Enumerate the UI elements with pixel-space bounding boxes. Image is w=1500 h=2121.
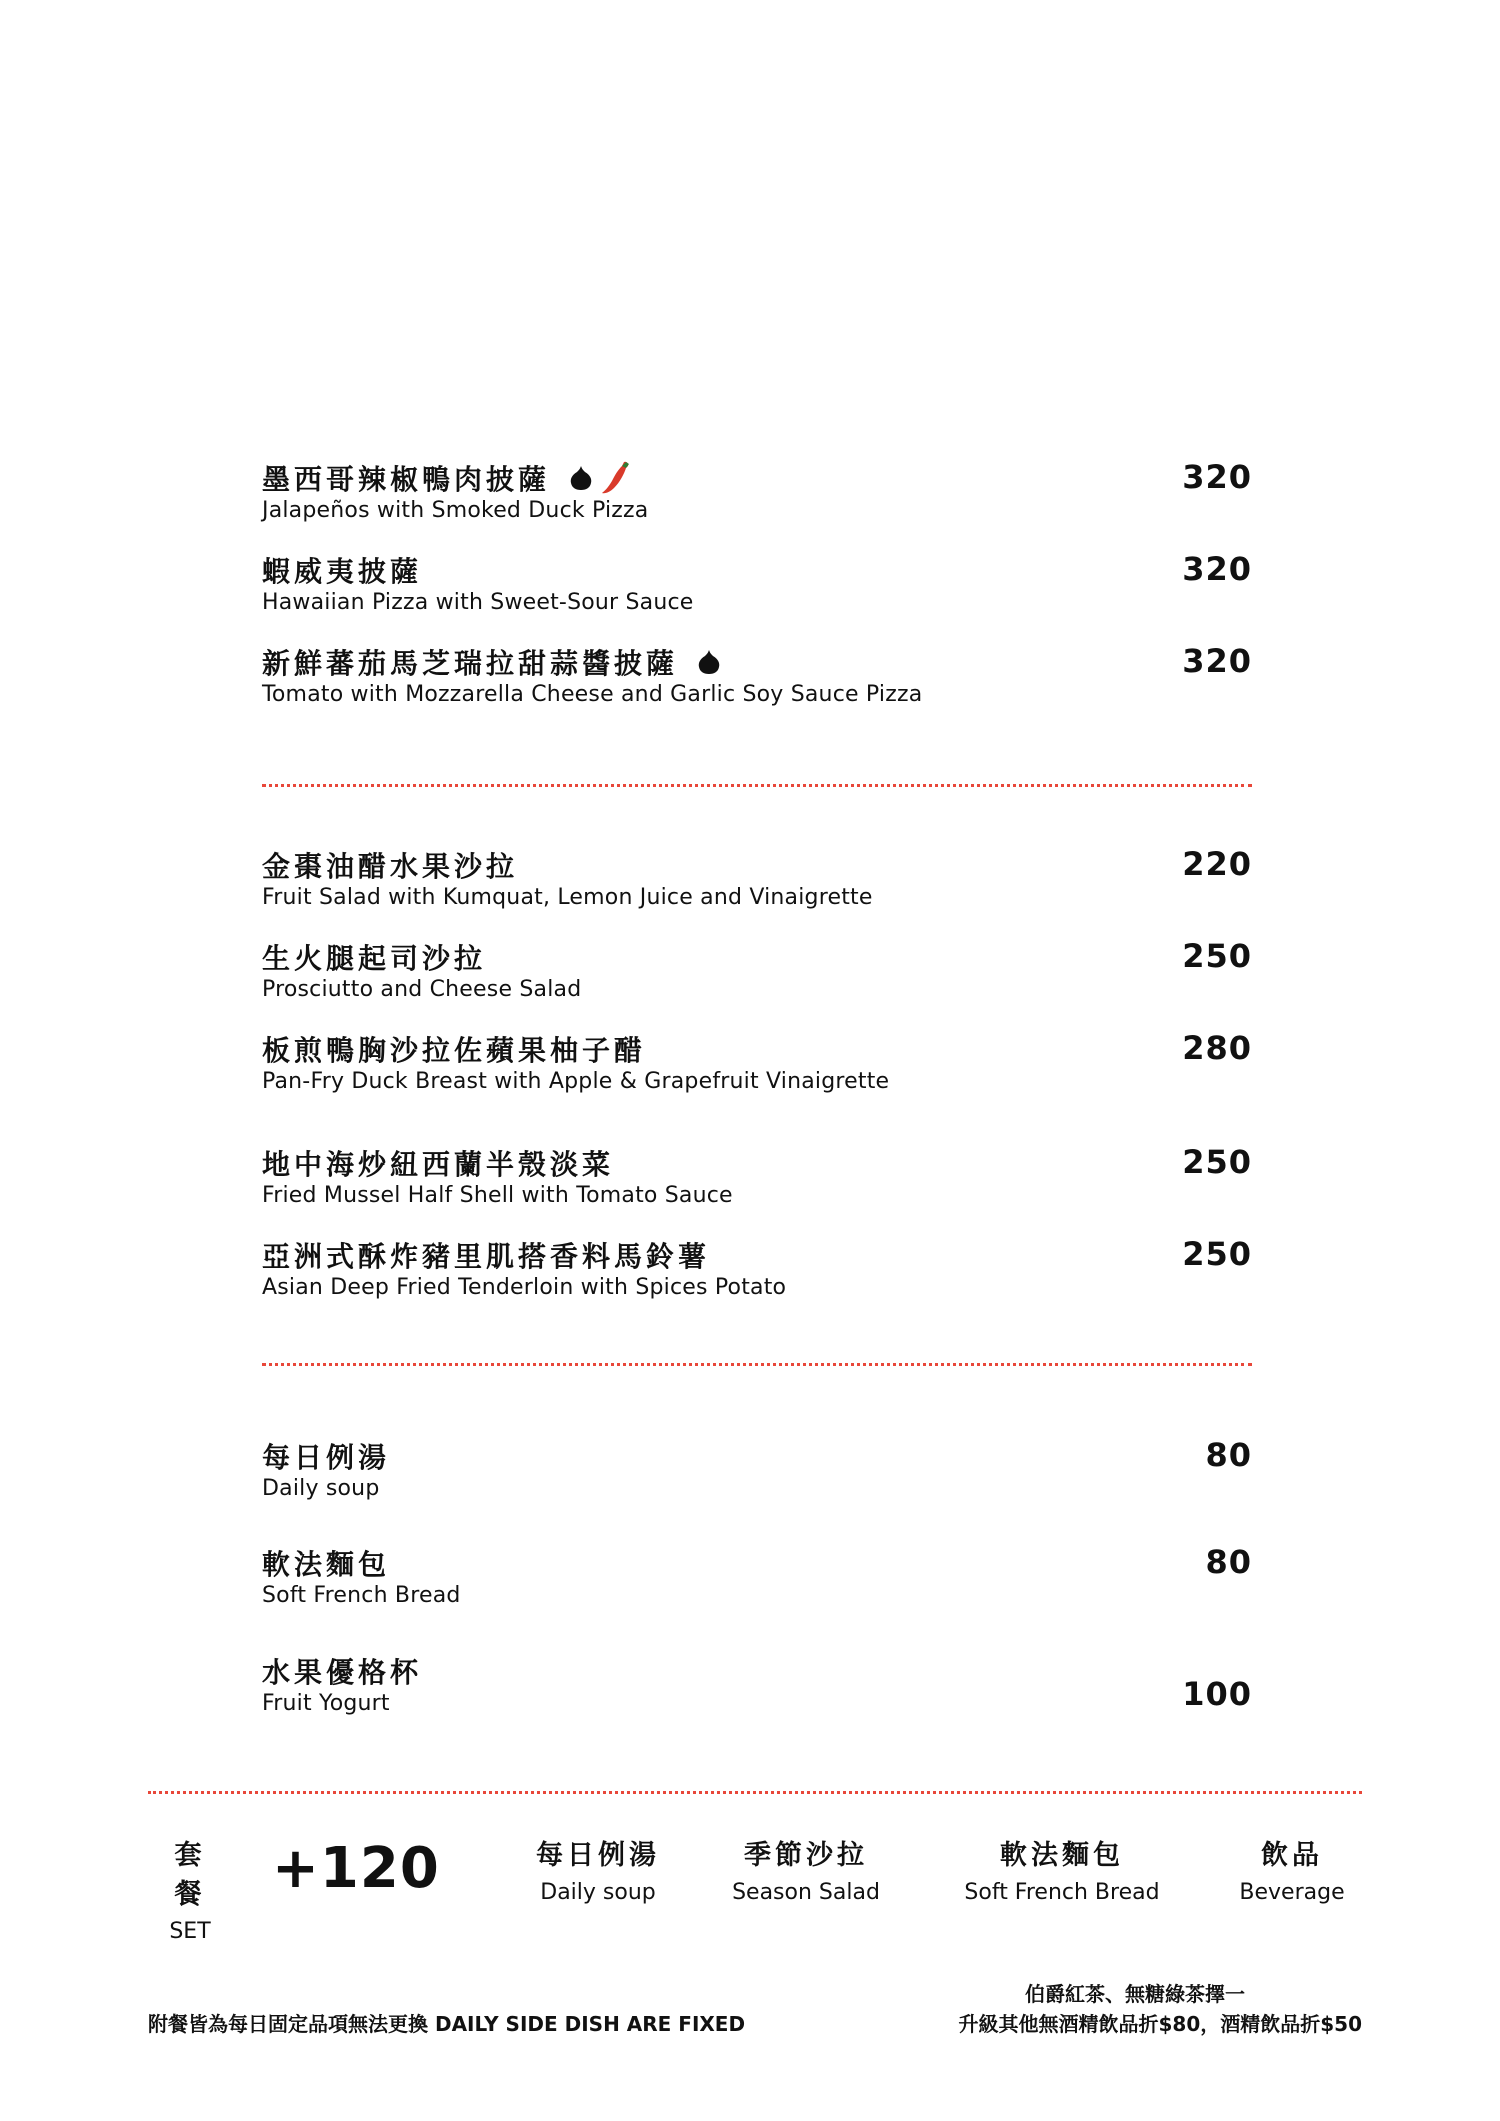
item-name-en: Fruit Salad with Kumquat, Lemon Juice and Vinaigrette xyxy=(262,885,873,910)
item-name-zh: 金棗油醋水果沙拉 xyxy=(262,850,519,883)
garlic-icon xyxy=(696,648,722,676)
set-item-en: Season Salad xyxy=(732,1880,880,1905)
item-price: 250 xyxy=(1182,1143,1252,1181)
item-price: 100 xyxy=(1182,1675,1252,1713)
set-label-zh: 套餐 xyxy=(174,1840,206,1910)
item-price: 80 xyxy=(1205,1436,1252,1474)
item-price: 320 xyxy=(1182,458,1252,496)
set-price: +120 xyxy=(272,1836,440,1901)
menu-item xyxy=(262,937,1252,1007)
item-name-en: Fruit Yogurt xyxy=(262,1691,390,1716)
menu-item xyxy=(262,1143,1252,1213)
item-price: 80 xyxy=(1205,1543,1252,1581)
item-name-en: Jalapeños with Smoked Duck Pizza xyxy=(262,498,649,523)
set-item xyxy=(1222,1833,1362,1905)
item-price: 250 xyxy=(1182,1235,1252,1273)
menu-item xyxy=(262,642,1252,712)
set-item-en: Daily soup xyxy=(540,1880,656,1905)
item-name-zh: 蝦威夷披薩 xyxy=(262,555,423,588)
menu-item xyxy=(262,1029,1252,1099)
set-item-en: Beverage xyxy=(1239,1880,1345,1905)
section-divider xyxy=(148,1791,1362,1794)
set-item-zh: 軟法麵包 xyxy=(1000,1840,1124,1871)
item-name-zh: 水果優格杯 xyxy=(262,1656,423,1689)
set-label-en: SET xyxy=(169,1919,211,1944)
chili-icon xyxy=(600,460,632,496)
item-name-en: Prosciutto and Cheese Salad xyxy=(262,977,582,1002)
set-label xyxy=(160,1833,220,1944)
item-name-en: Pan-Fry Duck Breast with Apple & Grapefruit Vinaigrette xyxy=(262,1069,890,1094)
item-name-en: Asian Deep Fried Tenderloin with Spices Potato xyxy=(262,1275,787,1300)
section-divider xyxy=(262,784,1252,787)
item-name-en: Fried Mussel Half Shell with Tomato Sauce xyxy=(262,1183,733,1208)
item-name-zh: 板煎鴨胸沙拉佐蘋果柚子醋 xyxy=(262,1034,647,1067)
fixed-side-dish-note: 附餐皆為每日固定品項無法更換 DAILY SIDE DISH ARE FIXED xyxy=(148,2012,746,2036)
item-name-zh: 軟法麵包 xyxy=(262,1548,391,1581)
set-item-zh: 飲品 xyxy=(1261,1840,1323,1871)
garlic-icon xyxy=(568,464,594,492)
item-name-en: Daily soup xyxy=(262,1476,380,1501)
item-name-zh: 生火腿起司沙拉 xyxy=(262,942,487,975)
set-item xyxy=(520,1833,676,1905)
set-item-en: Soft French Bread xyxy=(964,1880,1160,1905)
item-price: 320 xyxy=(1182,642,1252,680)
menu-item xyxy=(262,1543,1252,1613)
tea-choice-note: 伯爵紅茶、無糖綠茶擇一 xyxy=(1025,1982,1245,2006)
item-name-en: Tomato with Mozzarella Cheese and Garlic Soy Sauce Pizza xyxy=(262,682,923,707)
section-divider xyxy=(262,1363,1252,1366)
menu-item xyxy=(262,1436,1252,1506)
item-name-zh: 墨西哥辣椒鴨肉披薩 xyxy=(262,458,632,498)
menu-item xyxy=(262,845,1252,915)
item-price: 280 xyxy=(1182,1029,1252,1067)
item-name-en: Hawaiian Pizza with Sweet-Sour Sauce xyxy=(262,590,694,615)
menu-item xyxy=(262,550,1252,620)
item-price: 250 xyxy=(1182,937,1252,975)
menu-item xyxy=(262,1235,1252,1305)
set-item-zh: 每日例湯 xyxy=(536,1840,660,1871)
item-name-zh: 地中海炒紐西蘭半殼淡菜 xyxy=(262,1148,615,1181)
beverage-upgrade-note: 升級其他無酒精飲品折$80，酒精飲品折$50 xyxy=(958,2012,1362,2036)
item-price: 320 xyxy=(1182,550,1252,588)
item-name-en: Soft French Bread xyxy=(262,1583,461,1608)
set-item-zh: 季節沙拉 xyxy=(744,1840,868,1871)
item-price: 220 xyxy=(1182,845,1252,883)
item-name-zh: 亞洲式酥炸豬里肌搭香料馬鈴薯 xyxy=(262,1240,711,1273)
set-item xyxy=(934,1833,1190,1905)
item-name-zh: 每日例湯 xyxy=(262,1441,391,1474)
item-name-zh: 新鮮蕃茄馬芝瑞拉甜蒜醬披薩 xyxy=(262,642,722,682)
menu-item xyxy=(262,1651,1252,1741)
menu-item xyxy=(262,458,1252,528)
set-item xyxy=(708,1833,904,1905)
